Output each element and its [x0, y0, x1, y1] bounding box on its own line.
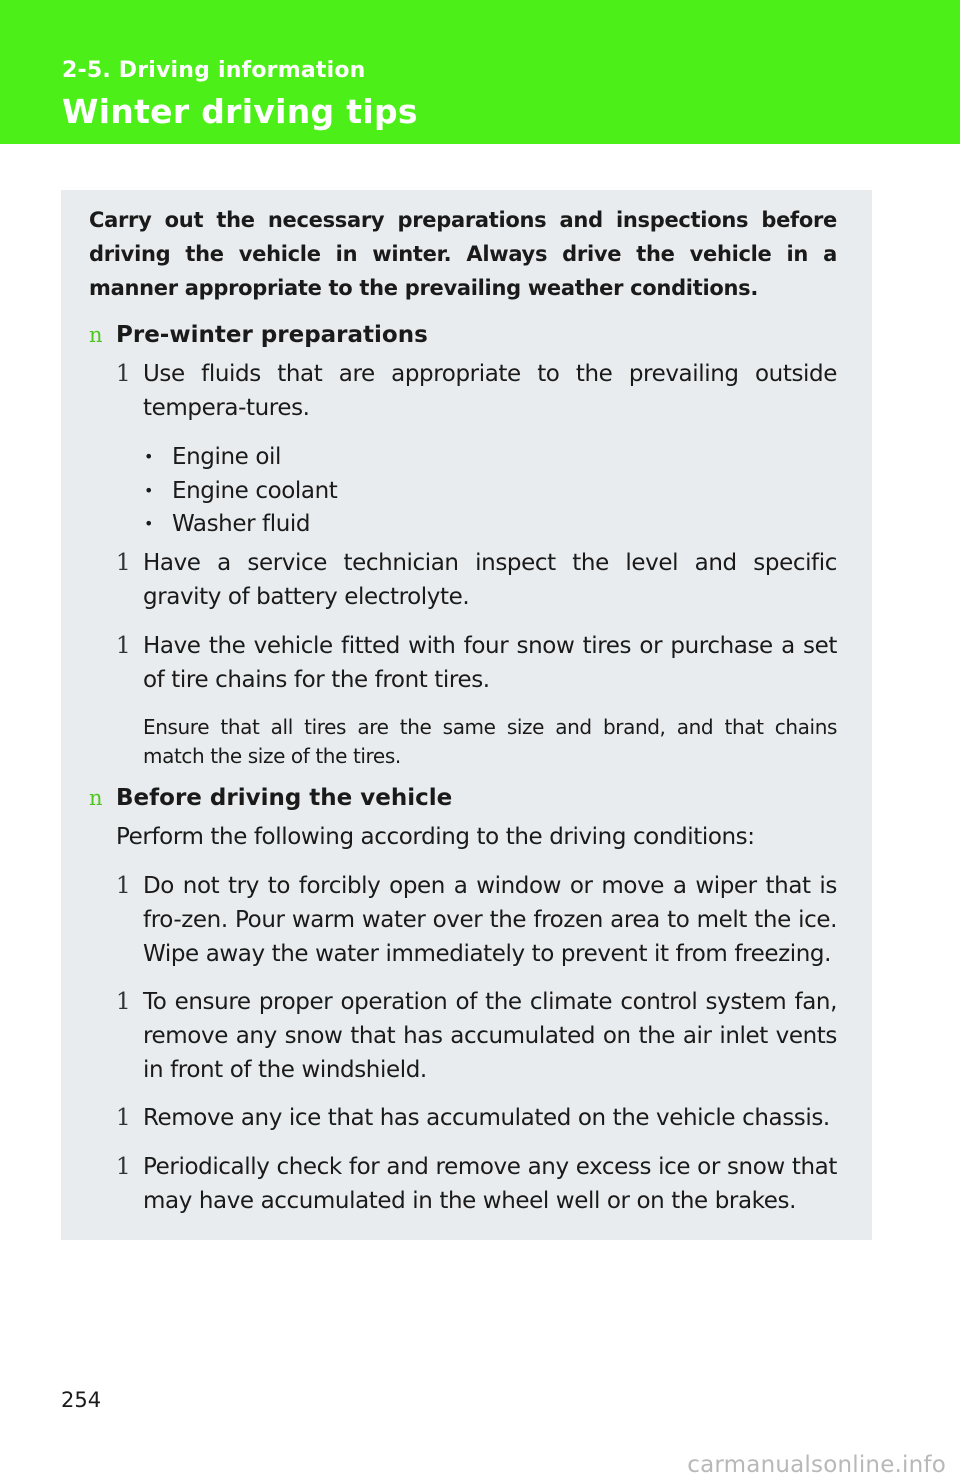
- bullet-dot-icon: •: [144, 447, 154, 466]
- list-item-text: Remove any ice that has accumulated on the vehicle chassis.: [143, 1105, 830, 1131]
- fluid-bullet: [143, 474, 337, 508]
- list-item: [116, 357, 837, 425]
- heading-pre-winter: [89, 318, 428, 352]
- list-item-text: Do not try to forcibly open a window or move a wiper that is fro-zen. Pour warm water over the frozen area to melt the ice. Wipe away the water immediately to prevent it from freezing.: [143, 873, 837, 967]
- item-marker-icon: 1: [116, 361, 131, 387]
- watermark: carmanualsonline.info: [687, 1452, 946, 1478]
- item-marker-icon: 1: [116, 1105, 131, 1131]
- bullet-dot-icon: •: [144, 481, 154, 500]
- item-marker-icon: 1: [116, 633, 131, 659]
- list-item: [116, 546, 837, 614]
- heading-before-driving: [89, 781, 452, 815]
- list-item: [116, 1101, 837, 1135]
- page-number: 254: [61, 1388, 102, 1412]
- fluid-text: Engine coolant: [172, 478, 338, 504]
- item-marker-icon: 1: [116, 1154, 131, 1180]
- heading-text: Before driving the vehicle: [116, 785, 453, 811]
- square-bullet-icon: n: [89, 786, 103, 810]
- list-item: [116, 1150, 837, 1218]
- fluid-bullet: [143, 440, 281, 474]
- section-label: 2-5. Driving information: [62, 58, 366, 83]
- tire-note: Ensure that all tires are the same size and brand, and that chains match the size of the tires.: [143, 715, 837, 768]
- item-marker-icon: 1: [116, 989, 131, 1015]
- item-marker-icon: 1: [116, 873, 131, 899]
- fluid-text: Engine oil: [172, 444, 281, 470]
- before-driving-lead: Perform the following according to the driving conditions:: [116, 824, 755, 850]
- list-item: [116, 985, 837, 1087]
- list-item-text: To ensure proper operation of the climate control system fan, remove any snow that has accumulated on the air inlet vents in front of the windshield.: [143, 989, 837, 1083]
- list-item: [116, 869, 837, 971]
- intro-paragraph: Carry out the necessary preparations and inspections before driving the vehicle in winter. Always drive the vehicle in a manner appropriate to the prevailing weather conditions.: [89, 208, 837, 300]
- item-marker-icon: 1: [116, 550, 131, 576]
- fluid-bullet: [143, 507, 310, 541]
- fluid-text: Washer fluid: [172, 511, 311, 537]
- list-item-text: Use fluids that are appropriate to the prevailing outside tempera-tures.: [143, 361, 837, 421]
- list-item-text: Have the vehicle fitted with four snow tires or purchase a set of tire chains for the front tires.: [143, 633, 837, 693]
- heading-text: Pre-winter preparations: [116, 322, 428, 348]
- list-item-text: Have a service technician inspect the level and specific gravity of battery electrolyte.: [143, 550, 837, 610]
- bullet-dot-icon: •: [144, 514, 154, 533]
- list-item-text: Periodically check for and remove any excess ice or snow that may have accumulated in the wheel well or on the brakes.: [143, 1154, 837, 1214]
- square-bullet-icon: n: [89, 323, 103, 347]
- page-title: Winter driving tips: [62, 92, 418, 131]
- list-item: [116, 629, 837, 697]
